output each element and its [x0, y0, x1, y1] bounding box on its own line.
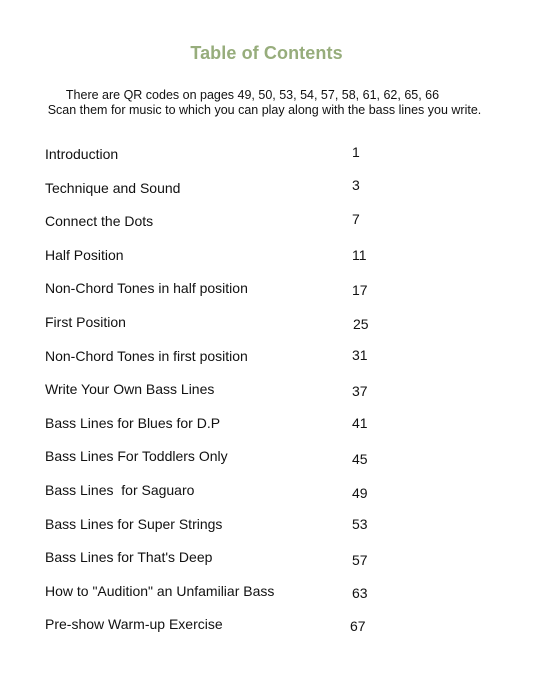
toc-entry-label: How to "Audition" an Unfamiliar Bass [45, 582, 275, 599]
toc-entry-page-number: 11 [352, 246, 367, 263]
toc-entry-page-number: 1 [352, 144, 360, 160]
qr-note-line-1: There are QR codes on pages 49, 50, 53, 54, 57, 58, 61, 62, 65, 66 [65, 88, 440, 102]
toc-entry-page-number: 67 [350, 618, 366, 635]
qr-note-line-2: Scan them for music to which you can play along with the bass lines you write. [47, 103, 482, 117]
toc-entry-super-strings [45, 510, 385, 544]
toc-entry-page-number: 49 [352, 484, 368, 501]
toc-entry-label: Bass Lines For Toddlers Only [45, 448, 228, 465]
toc-entry-introduction [45, 140, 385, 174]
toc-entry-technique-and-sound [45, 174, 385, 208]
toc-entry-toddlers-only [45, 442, 385, 476]
toc-entry-write-your-own-bass-lines [45, 375, 385, 409]
toc-entry-label: Bass Lines for Saguaro [45, 481, 195, 498]
toc-entry-first-position [45, 308, 385, 342]
toc-entry-pre-show-warm-up [45, 610, 385, 644]
toc-entry-label: Non-Chord Tones in half position [45, 280, 248, 297]
toc-entry-audition-unfamiliar-bass [45, 577, 385, 611]
toc-entry-page-number: 7 [352, 211, 360, 228]
toc-entry-page-number: 53 [352, 515, 368, 532]
page-title: Table of Contents [190, 43, 343, 63]
toc-entry-label: Write Your Own Bass Lines [45, 381, 215, 398]
toc-entry-saguaro [45, 476, 385, 510]
toc-entry-thats-deep [45, 543, 385, 577]
toc-entry-blues-for-dp [45, 409, 385, 443]
toc-entry-connect-the-dots [45, 207, 385, 241]
toc-entry-page-number: 57 [352, 552, 368, 569]
toc-entry-non-chord-tones-half [45, 274, 385, 308]
toc-entry-label: Half Position [45, 246, 124, 263]
toc-entry-label: Introduction [45, 146, 119, 162]
toc-entry-label: Connect the Dots [45, 213, 154, 230]
table-of-contents [45, 140, 385, 644]
toc-entry-label: First Position [45, 313, 126, 330]
toc-entry-label: Technique and Sound [45, 179, 181, 196]
toc-entry-label: Bass Lines for Super Strings [45, 515, 223, 532]
toc-entry-page-number: 37 [352, 383, 368, 400]
toc-entry-page-number: 63 [352, 584, 368, 601]
toc-entry-page-number: 3 [352, 176, 360, 193]
toc-entry-half-position [45, 241, 385, 275]
toc-entry-page-number: 31 [352, 346, 368, 363]
toc-entry-page-number: 25 [353, 315, 369, 332]
toc-entry-page-number: 41 [352, 414, 368, 431]
toc-entry-label: Non-Chord Tones in first position [45, 347, 248, 364]
toc-entry-label: Pre-show Warm-up Exercise [45, 616, 223, 633]
toc-entry-page-number: 17 [352, 282, 368, 299]
toc-entry-non-chord-tones-first [45, 342, 385, 376]
toc-entry-label: Bass Lines for That's Deep [45, 549, 213, 566]
toc-entry-page-number: 45 [352, 451, 368, 468]
toc-entry-label: Bass Lines for Blues for D.P [45, 414, 221, 431]
